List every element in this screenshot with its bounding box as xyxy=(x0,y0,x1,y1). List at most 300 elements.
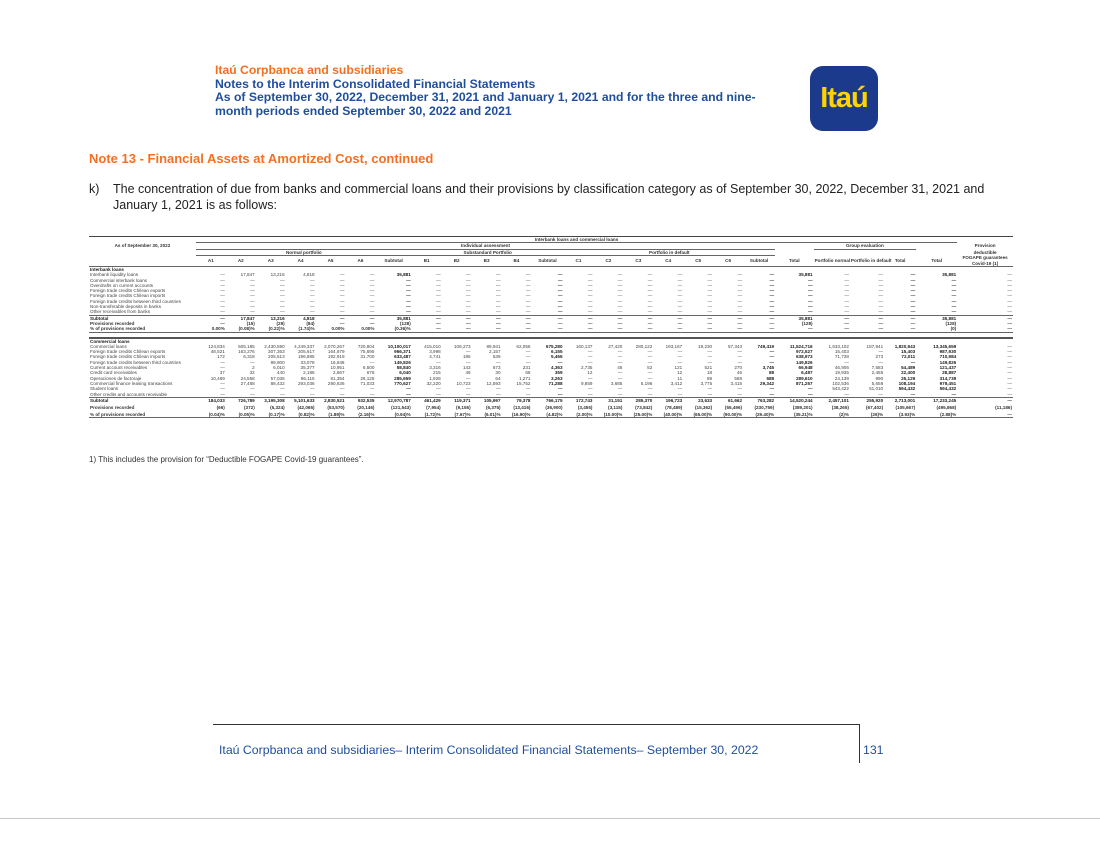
table-cell: (2)% xyxy=(814,412,850,418)
table-cell: 3,998 xyxy=(429,349,441,355)
table-cell: — xyxy=(617,354,623,360)
table-cell: 770,627 xyxy=(394,380,411,386)
table-cell: (0.22)% xyxy=(256,326,286,332)
table-cell: 196,885 xyxy=(297,354,315,360)
row-label: Other credits and accounts receivable xyxy=(90,391,168,397)
table-cell: — xyxy=(814,315,850,321)
table-cell: — xyxy=(707,359,713,365)
table-cell: — xyxy=(707,354,713,360)
table-cell: (128) xyxy=(945,320,957,326)
table-cell: 688 xyxy=(766,375,775,381)
table-cell: 11,524,716 xyxy=(789,343,813,349)
table-cell: — xyxy=(412,326,442,332)
table-cell: — xyxy=(1007,309,1012,315)
table-cell: — xyxy=(1007,370,1012,376)
table-cell: — xyxy=(502,326,532,332)
table-cell: — xyxy=(713,315,743,321)
table-cell: — xyxy=(1007,293,1012,299)
table-cell: — xyxy=(280,304,285,310)
table-cell: — xyxy=(250,386,255,392)
table-cell: — xyxy=(683,326,713,332)
table-cell: 172 xyxy=(217,354,225,360)
table-cell: — xyxy=(495,272,501,278)
table-cell: 52 xyxy=(647,365,653,371)
table-cell: — xyxy=(220,320,225,326)
table-cell: — xyxy=(807,277,813,283)
table-cell: — xyxy=(406,386,411,392)
table-cell: 6,500 xyxy=(362,365,375,371)
table-cell: 10,951 xyxy=(330,365,345,371)
table-cell: — xyxy=(623,315,653,321)
provision-header: Provision xyxy=(974,243,996,249)
table-cell: — xyxy=(525,354,531,360)
footnote: 1) This includes the provision for “Deductible FOGAPE Covid-19 guarantees”. xyxy=(89,455,364,464)
table-cell: (0.17)% xyxy=(256,412,286,418)
table-cell: — xyxy=(910,320,916,326)
table-cell: — xyxy=(878,309,884,315)
table-cell: 3,412 xyxy=(670,380,683,386)
table-cell: — xyxy=(436,386,441,392)
table-cell: — xyxy=(647,354,653,360)
table-cell: — xyxy=(878,391,884,397)
table-cell: — xyxy=(844,320,849,326)
table-cell: 30 xyxy=(495,370,501,376)
table-cell: — xyxy=(495,309,501,315)
table-cell: 24,139 xyxy=(834,375,849,381)
table-cell: — xyxy=(250,282,255,288)
table-cell: — xyxy=(436,277,441,283)
table-cell: — xyxy=(647,298,653,304)
table-cell: 28,887 xyxy=(942,370,957,376)
table-cell: (67,402) xyxy=(866,404,884,410)
table-cell: — xyxy=(369,288,375,294)
table-cell: — xyxy=(436,304,441,310)
table-cell: — xyxy=(844,391,849,397)
column-header: C4 xyxy=(665,258,672,264)
table-cell: — xyxy=(436,391,441,397)
table-cell: 270 xyxy=(734,365,743,371)
column-header: A1 xyxy=(207,258,214,264)
table-cell: — xyxy=(466,298,471,304)
table-cell: 13,216 xyxy=(256,315,286,321)
table-cell: — xyxy=(769,320,775,326)
table-cell: (2.00)% xyxy=(564,412,594,418)
table-cell: — xyxy=(677,386,683,392)
table-cell: 12,970,787 xyxy=(375,397,411,403)
table-cell: — xyxy=(250,391,255,397)
table-cell: — xyxy=(737,320,743,326)
table-cell: — xyxy=(707,309,713,315)
table-cell: 26,125 xyxy=(360,375,375,381)
table-cell: — xyxy=(557,288,563,294)
table-cell: — xyxy=(220,309,225,315)
table-cell: — xyxy=(280,386,285,392)
table-cell: — xyxy=(844,359,849,365)
table-cell: 46 xyxy=(736,370,743,376)
column-header: C1 xyxy=(575,258,582,264)
table-cell: — xyxy=(878,304,884,310)
table-cell: (13,416) xyxy=(513,404,531,410)
table-cell: 37 xyxy=(219,370,225,376)
note-title: Note 13 - Financial Assets at Amortized Cost, continued xyxy=(89,151,434,166)
table-cell: — xyxy=(647,304,653,310)
table-cell: — xyxy=(369,293,375,299)
table-cell: — xyxy=(707,298,713,304)
table-cell: 289,610 xyxy=(795,375,813,381)
table-cell: — xyxy=(951,282,957,288)
table-cell: — xyxy=(1007,375,1012,381)
table-cell: 46 xyxy=(465,370,471,376)
table-cell: — xyxy=(339,277,345,283)
table-cell: — xyxy=(557,309,563,315)
table-cell: — xyxy=(472,315,502,321)
table-cell: — xyxy=(220,386,225,392)
table-cell: — xyxy=(617,304,623,310)
table-cell: 0.00% xyxy=(196,326,226,332)
table-cell: — xyxy=(442,315,472,321)
table-cell: — xyxy=(339,272,345,278)
table-cell: — xyxy=(910,272,916,278)
table-cell: 17,847 xyxy=(226,315,256,321)
table-cell: 215 xyxy=(433,370,441,376)
table-cell: (7,954) xyxy=(426,404,441,410)
table-cell: 972,527 xyxy=(795,349,813,355)
table-cell: — xyxy=(844,288,849,294)
table-cell: 10,100,017 xyxy=(387,343,411,349)
table-cell: — xyxy=(525,349,531,355)
table-cell: — xyxy=(525,386,531,392)
table-cell: 359 xyxy=(554,370,563,376)
table-cell: — xyxy=(369,298,375,304)
table-cell: — xyxy=(220,359,225,365)
table-cell: — xyxy=(677,320,683,326)
table-cell: — xyxy=(220,298,225,304)
table-cell: 990 xyxy=(875,375,884,381)
table-cell: — xyxy=(743,315,775,321)
table-cell: — xyxy=(737,277,743,283)
table-cell: — xyxy=(339,288,345,294)
table-cell: — xyxy=(647,272,653,278)
table-cell: — xyxy=(280,277,285,283)
table-cell: 710,984 xyxy=(939,354,957,360)
table-cell: — xyxy=(1007,304,1012,310)
table-cell: 62,056 xyxy=(516,343,531,349)
table-cell: 149,826 xyxy=(939,359,957,365)
footer-vertical-divider xyxy=(859,724,860,763)
table-cell: — xyxy=(466,277,471,283)
table-cell: (7.67)% xyxy=(442,412,472,418)
table-cell: — xyxy=(807,282,813,288)
table-cell: — xyxy=(406,309,411,315)
table-cell: — xyxy=(406,298,411,304)
table-cell: — xyxy=(1007,320,1012,326)
table-cell: 13,345,659 xyxy=(933,343,957,349)
table-cell: 2,735 xyxy=(580,365,593,371)
table-cell: (121,543) xyxy=(391,404,411,410)
column-header: C6 xyxy=(725,258,732,264)
row-label: Student loans xyxy=(90,386,119,392)
table-cell: (42,065) xyxy=(297,404,315,410)
table-cell: 726,789 xyxy=(226,397,256,403)
default-portfolio-header: Portfolio in default xyxy=(564,249,776,255)
table-cell: — xyxy=(951,309,957,315)
table-cell: (1.89)% xyxy=(316,412,346,418)
table-cell: (11,186) xyxy=(995,404,1012,410)
table-cell: — xyxy=(844,298,849,304)
table-cell: — xyxy=(647,386,653,392)
table-cell: — xyxy=(309,288,315,294)
section-title: Commercial loans xyxy=(90,338,130,344)
table-cell: (16.90)% xyxy=(502,412,532,418)
table-cell: — xyxy=(769,386,775,392)
table-cell: (29) xyxy=(276,320,285,326)
table-cell: 18 xyxy=(707,370,713,376)
table-cell: 163,276 xyxy=(238,349,255,355)
table-cell: — xyxy=(878,282,884,288)
table-cell: — xyxy=(677,349,683,355)
table-cell: — xyxy=(369,304,375,310)
table-cell: (6,375) xyxy=(485,404,501,410)
table-cell: — xyxy=(436,272,441,278)
table-cell: (0.82)% xyxy=(286,412,316,418)
table-cell: — xyxy=(844,272,849,278)
row-label: Foreign trade credits Chilean exports xyxy=(90,349,166,355)
row-label: Credit card receivables xyxy=(90,370,137,376)
table-cell: 35,881 xyxy=(942,272,957,278)
table-cell: — xyxy=(647,288,653,294)
table-cell: (66) xyxy=(216,404,225,410)
table-cell: 35,881 xyxy=(916,315,957,321)
table-cell: — xyxy=(309,391,315,397)
table-cell: — xyxy=(769,391,775,397)
table-cell: — xyxy=(769,304,775,310)
table-cell: — xyxy=(220,304,225,310)
row-label: Subtotal xyxy=(89,315,196,321)
table-cell: — xyxy=(844,293,849,299)
table-cell: 3,415 xyxy=(730,380,743,386)
table-cell: 15,403 xyxy=(834,349,849,355)
table-cell: 35,881 xyxy=(396,272,411,278)
table-cell: 766,175 xyxy=(531,397,563,403)
table-cell: — xyxy=(220,365,225,371)
table-cell: — xyxy=(850,326,884,332)
table-cell: 35,881 xyxy=(798,272,813,278)
table-cell: 23,633 xyxy=(683,397,713,403)
table-cell: 88,432 xyxy=(270,380,285,386)
table-cell: — xyxy=(1007,298,1012,304)
table-cell: 307,363 xyxy=(268,349,285,355)
table-cell: 0.00% xyxy=(346,326,376,332)
table-cell: — xyxy=(525,272,531,278)
table-cell: — xyxy=(250,359,255,365)
table-cell: — xyxy=(587,375,593,381)
table-cell: — xyxy=(280,309,285,315)
table-cell: — xyxy=(280,288,285,294)
table-cell: — xyxy=(309,293,315,299)
table-cell: — xyxy=(369,277,375,283)
table-cell: 293,036 xyxy=(297,380,315,386)
table-cell: — xyxy=(647,349,653,355)
table-cell: — xyxy=(769,349,775,355)
table-cell: — xyxy=(1007,282,1012,288)
normal-portfolio-header: Normal portfolio xyxy=(196,249,412,255)
table-cell: 66,948 xyxy=(798,365,813,371)
loans-concentration-table xyxy=(89,236,1013,418)
table-cell: — xyxy=(878,320,884,326)
table-cell: (29.40)% xyxy=(743,412,775,418)
table-cell: (389,201) xyxy=(792,404,813,410)
table-cell: 46,906 xyxy=(834,365,849,371)
table-cell: — xyxy=(369,309,375,315)
table-cell: 932,535 xyxy=(346,397,376,403)
table-cell: 71,033 xyxy=(360,380,375,386)
table-cell: — xyxy=(617,359,623,365)
table-cell: 187,841 xyxy=(866,343,884,349)
table-cell: — xyxy=(647,370,653,376)
row-label: Provisions recorded xyxy=(90,404,135,410)
table-cell: — xyxy=(436,298,441,304)
table-cell: 2,186 xyxy=(303,370,315,376)
table-cell: (36,900) xyxy=(545,404,563,410)
itau-logo xyxy=(810,66,878,131)
table-cell: — xyxy=(309,277,315,283)
table-cell: 12 xyxy=(677,370,683,376)
table-cell: — xyxy=(769,309,775,315)
table-cell: 720,804 xyxy=(357,343,375,349)
table-cell: 196,723 xyxy=(653,397,683,403)
table-cell: — xyxy=(1007,380,1012,386)
table-cell: 6,010 xyxy=(273,365,285,371)
provisions-pct-row xyxy=(89,412,1013,418)
table-cell: — xyxy=(280,293,285,299)
table-cell: — xyxy=(878,272,884,278)
table-cell: — xyxy=(339,304,345,310)
table-cell: 461,429 xyxy=(412,397,442,403)
table-cell: — xyxy=(707,320,713,326)
table-cell: — xyxy=(531,315,563,321)
table-cell: 75,695 xyxy=(360,349,375,355)
table-cell: — xyxy=(769,277,775,283)
table-cell: — xyxy=(525,282,531,288)
table-cell: 24,558 xyxy=(240,375,255,381)
table-cell: 121 xyxy=(674,365,683,371)
table-cell: — xyxy=(346,315,376,321)
table-cell: 105,997 xyxy=(472,397,502,403)
table-cell: — xyxy=(677,277,683,283)
table-cell: 3,745 xyxy=(762,365,775,371)
table-cell: 12 xyxy=(587,370,593,376)
table-cell: — xyxy=(910,282,916,288)
table-cell: — xyxy=(316,315,346,321)
table-cell: 10,723 xyxy=(456,380,471,386)
table-cell: — xyxy=(587,298,593,304)
table-cell: — xyxy=(807,298,813,304)
table-cell: 89 xyxy=(707,375,713,381)
table-cell: — xyxy=(495,293,501,299)
table-cell: 192,919 xyxy=(327,354,345,360)
page-bottom-divider xyxy=(0,818,1100,819)
table-cell: — xyxy=(466,272,471,278)
table-cell: — xyxy=(1007,386,1012,392)
table-cell: (3,115) xyxy=(608,404,623,410)
table-cell: — xyxy=(250,288,255,294)
table-cell: (6.01)% xyxy=(472,412,502,418)
table-cell: — xyxy=(587,304,593,310)
deductible-header: deductible xyxy=(973,249,997,255)
row-label: Provisions recorded xyxy=(90,320,135,326)
table-cell: — xyxy=(807,309,813,315)
table-cell: 539 xyxy=(492,354,501,360)
table-cell: (0.94)% xyxy=(375,412,411,418)
column-header: C2 xyxy=(605,258,612,264)
table-cell: 3,775 xyxy=(700,380,713,386)
table-cell: — xyxy=(309,386,315,392)
table-cell: — xyxy=(743,326,775,332)
table-cell: — xyxy=(653,326,683,332)
table-cell: — xyxy=(587,309,593,315)
table-cell: — xyxy=(495,320,501,326)
table-cell: — xyxy=(617,320,623,326)
table-cell: — xyxy=(250,277,255,283)
document-header xyxy=(215,64,756,118)
table-cell: — xyxy=(557,277,563,283)
table-cell: — xyxy=(814,326,850,332)
table-cell: 54,489 xyxy=(901,365,916,371)
table-cell: 51,010 xyxy=(869,386,884,392)
table-cell: 673 xyxy=(492,365,501,371)
row-label: Other receivables from banks xyxy=(90,309,150,315)
column-header: B2 xyxy=(453,258,460,264)
table-cell: (0.04)% xyxy=(196,412,226,418)
table-cell: — xyxy=(951,293,957,299)
column-header-row xyxy=(89,255,1013,266)
table-cell: — xyxy=(617,272,623,278)
table-cell: 2,457,101 xyxy=(814,397,850,403)
table-cell: 314,739 xyxy=(939,375,957,381)
table-cell: 588 xyxy=(734,375,743,381)
table-cell: 594,432 xyxy=(939,386,957,392)
table-cell: 13,216 xyxy=(270,272,285,278)
table-cell: — xyxy=(807,288,813,294)
table-cell: — xyxy=(957,315,1013,321)
table-cell: — xyxy=(617,293,623,299)
table-cell: — xyxy=(737,293,743,299)
table-cell: (90.00)% xyxy=(713,412,743,418)
column-header: Subtotal xyxy=(749,258,769,264)
table-cell: 19,935 xyxy=(834,370,849,376)
table-cell: 1,633,102 xyxy=(828,343,849,349)
table-cell: — xyxy=(557,386,563,392)
table-cell: 35,881 xyxy=(775,315,813,321)
table-cell: — xyxy=(495,391,501,397)
row-label: Foreign trade credits Chilean exports xyxy=(90,288,166,294)
table-cell: — xyxy=(369,359,375,365)
table-cell: (26)% xyxy=(850,412,884,418)
table-cell: 71,738 xyxy=(834,354,849,360)
table-cell: — xyxy=(587,282,593,288)
table-cell: 143 xyxy=(462,365,471,371)
table-cell: 966,371 xyxy=(394,349,411,355)
table-cell: 57,036 xyxy=(270,375,285,381)
table-cell: 81,354 xyxy=(330,375,345,381)
table-cell: — xyxy=(707,277,713,283)
table-cell: — xyxy=(910,359,916,365)
table-cell: (0) xyxy=(916,326,957,332)
table-cell: — xyxy=(910,304,916,310)
table-cell: 57,343 xyxy=(727,343,743,349)
table-cell: 638,973 xyxy=(795,354,813,360)
table-cell: — xyxy=(466,386,471,392)
